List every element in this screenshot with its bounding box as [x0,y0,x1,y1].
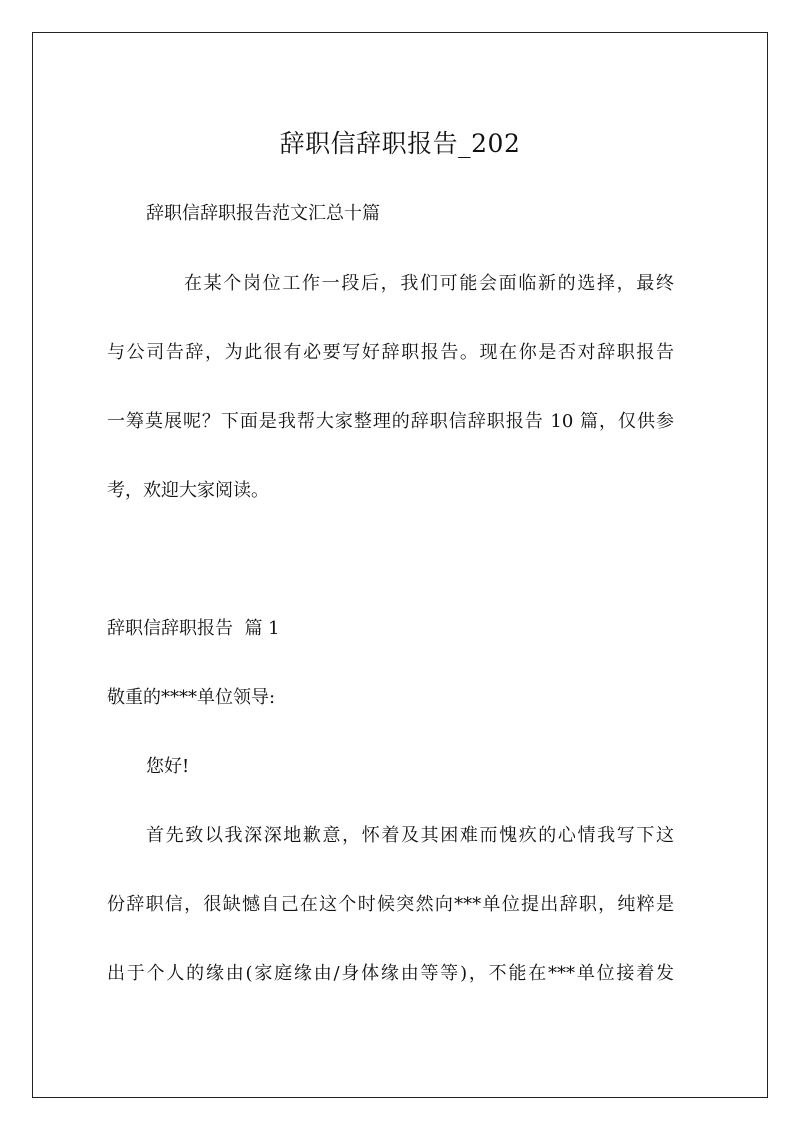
document-subtitle: 辞职信辞职报告范文汇总十篇 [146,203,380,224]
document-title: 辞职信辞职报告_202 [279,129,521,158]
body-line-1: 首先致以我深深地歉意，怀着及其困难而愧疚的心情我写下这 [146,825,674,846]
body-line-3: 出于个人的缘由(家庭缘由/身体缘由等等)，不能在***单位接着发 [107,963,674,984]
body-line-2: 份辞职信，很缺憾自己在这个时候突然向***单位提出辞职，纯粹是 [107,894,674,915]
greeting: 您好! [146,756,190,777]
intro-line-3: 一筹莫展呢？下面是我帮大家整理的辞职信辞职报告 10 篇，仅供参 [107,411,674,432]
intro-line-2: 与公司告辞，为此很有必要写好辞职报告。现在你是否对辞职报告 [107,342,674,363]
intro-line-1: 在某个岗位工作一段后，我们可能会面临新的选择，最终 [184,273,674,294]
intro-line-4: 考，欢迎大家阅读。 [107,480,269,501]
section-heading: 辞职信辞职报告 篇 1 [107,618,280,639]
salutation: 敬重的****单位领导: [107,687,276,708]
page-border [32,32,768,1098]
